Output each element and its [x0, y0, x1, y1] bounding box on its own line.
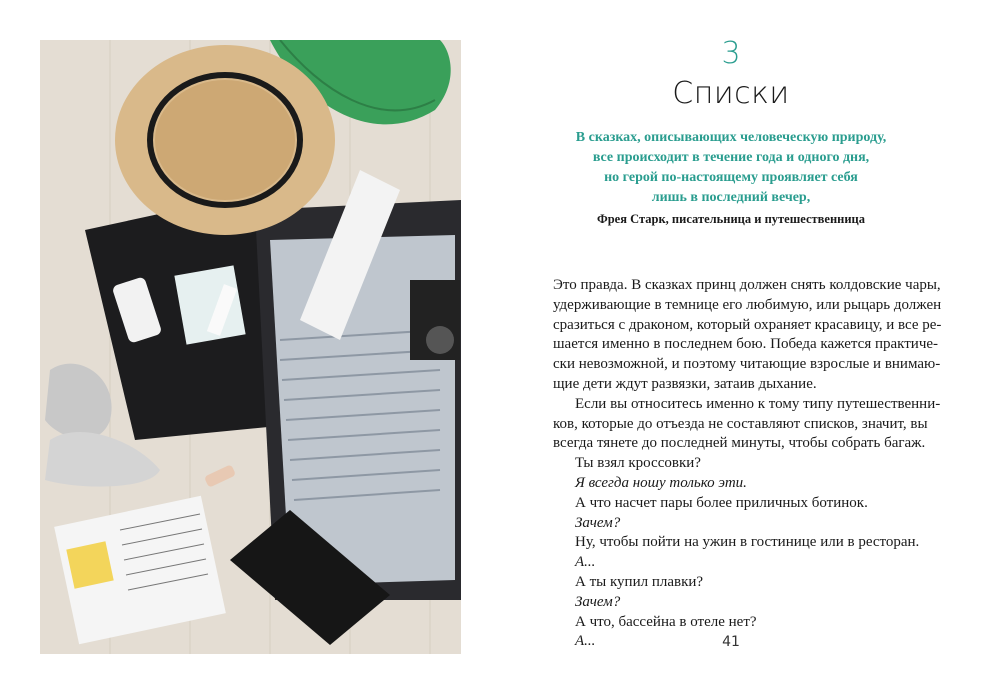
body-line: Если вы относитесь именно к тому типу путешественни-: [575, 395, 941, 412]
epigraph-line: В сказках, описывающих человеческую природу,: [575, 130, 887, 145]
epigraph-attribution: Фрея Старк, писательница и путешественница: [596, 212, 866, 226]
chapter-title: Списки: [672, 76, 790, 111]
body-line: Это правда. В сказках принц должен снять колдовские чары,: [553, 277, 941, 293]
epigraph-line: лишь в последний вечер,: [651, 190, 811, 205]
body-text: [553, 276, 953, 652]
body-line: ски невозможной, и поэтому читающие взрослые и внимаю-: [553, 356, 941, 373]
body-line: А ты купил плавки?: [575, 573, 704, 590]
body-line: А...: [575, 554, 596, 571]
epigraph-line: но герой по-настоящему проявляет себя: [604, 170, 858, 185]
body-line: А что насчет пары более приличных ботинок.: [575, 494, 868, 511]
page-number: 41: [722, 634, 740, 650]
body-line: А что, бассейна в отеле нет?: [575, 613, 757, 630]
chapter-number: 3: [721, 36, 741, 71]
body-line: Зачем?: [575, 593, 621, 610]
body-line: ков, которые до отъезда не составляют списков, значит, вы: [553, 415, 928, 432]
epigraph-line: все происходит в течение года и одного дня,: [592, 150, 870, 165]
epigraph: [496, 128, 966, 229]
travel-flatlay-photo: [40, 40, 461, 654]
body-line: Ну, чтобы пойти на ужин в гостинице или в ресторан.: [575, 534, 920, 551]
body-line: всегда тянете до последней минуты, чтобы собрать багаж.: [553, 435, 926, 452]
body-line: Зачем?: [575, 514, 621, 531]
body-line: сразиться с драконом, который охраняет красавицу, и все ре-: [553, 316, 942, 333]
suitcase-flatlay-photo-icon: [40, 40, 461, 654]
body-line: удерживающие в темнице его любимую, или рыцарь должен: [553, 296, 942, 313]
body-line: А...: [575, 633, 596, 650]
body-line: Я всегда ношу только эти.: [575, 474, 747, 491]
body-line: шается именно в последнем бою. Победа кажется практиче-: [553, 336, 939, 353]
body-line: щие дети ждут развязки, затаив дыхание.: [553, 375, 817, 392]
body-line: Ты взял кроссовки?: [575, 455, 701, 472]
text-page: [496, 0, 966, 694]
